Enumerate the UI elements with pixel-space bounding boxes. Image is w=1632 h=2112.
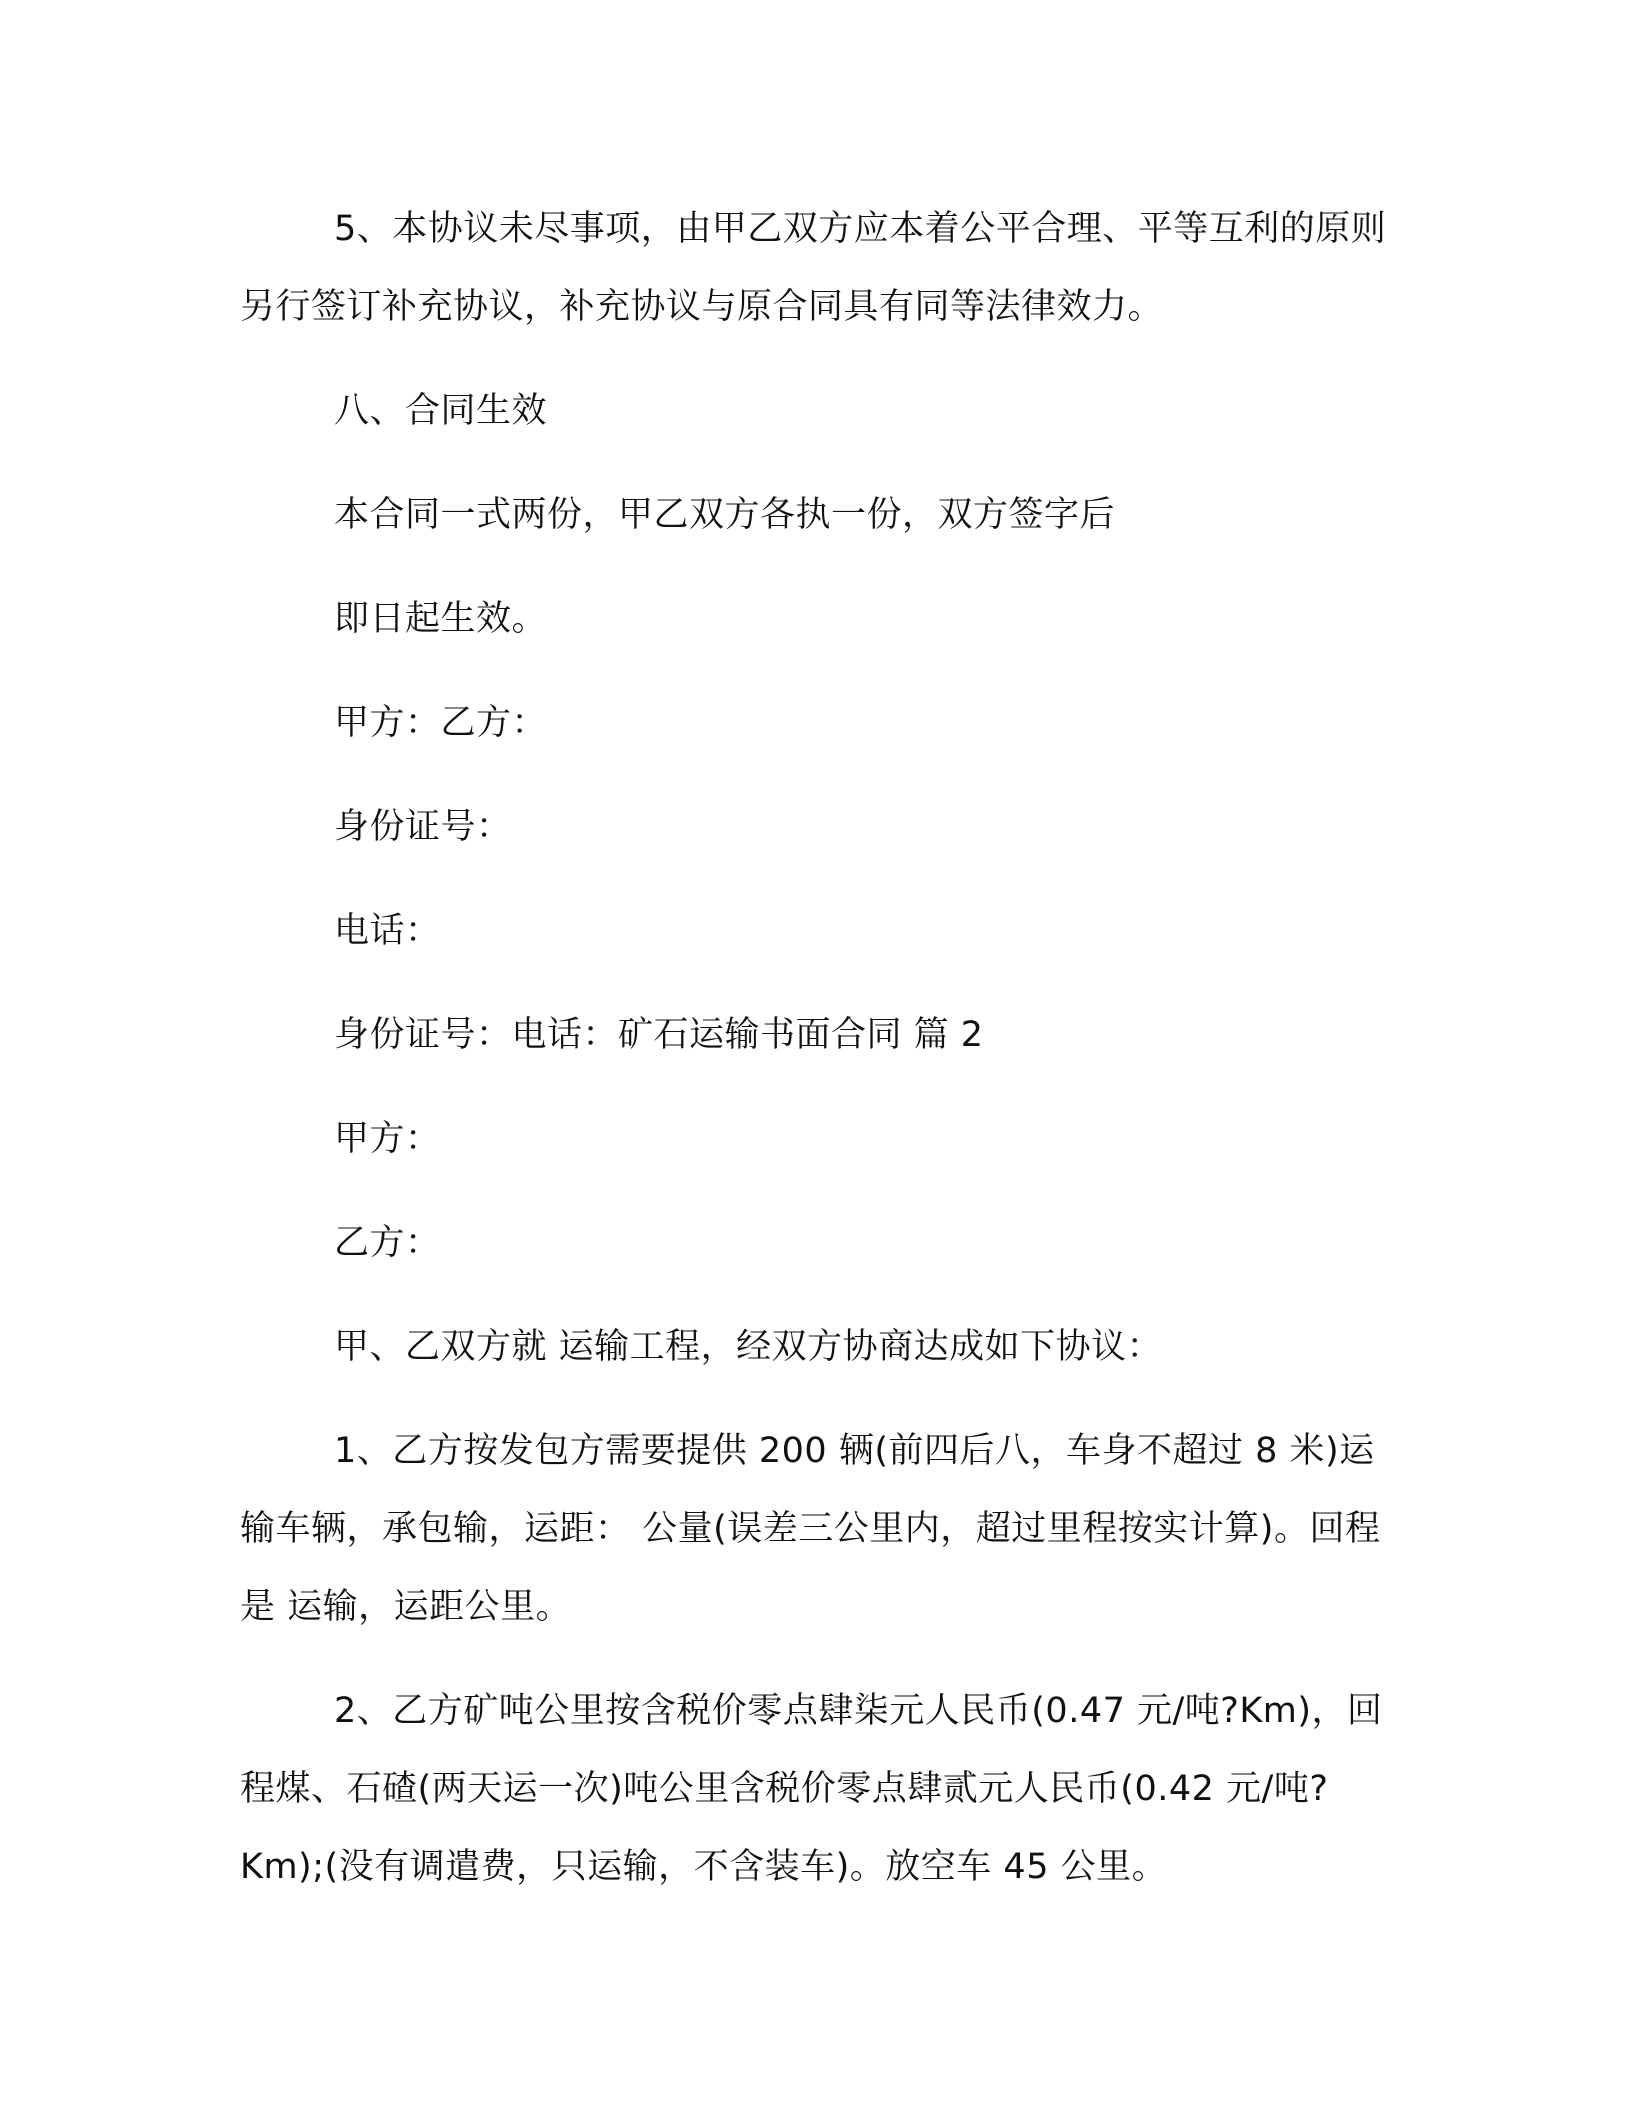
party-b-line: 乙方： — [334, 1223, 441, 1263]
id-number-line: 身份证号： — [334, 807, 512, 847]
section-8-heading: 八、合同生效 — [334, 391, 548, 431]
id-phone-title-line: 身份证号：电话：矿石运输书面合同 篇 2 — [334, 1015, 984, 1055]
clause-5-paragraph: 5、本协议未尽事项，由甲乙双方应本着公平合理、平等互利的原则另行签订补充协议，补充协议与原合同具有同等法律效力。 — [240, 209, 1387, 327]
phone-line: 电话： — [334, 911, 441, 951]
party-a-b-signature-line: 甲方：乙方： — [334, 703, 548, 743]
clause-1-paragraph: 1、乙方按发包方需要提供 200 辆(前四后八，车身不超过 8 米)运输车辆，承包输，运距： 公量(误差三公里内，超过里程按实计算)。回程是 运输，运距公里。 — [240, 1431, 1381, 1627]
party-a-line: 甲方： — [334, 1119, 441, 1159]
clause-2-paragraph: 2、乙方矿吨公里按含税价零点肆柒元人民币(0.47 元/吨?Km)，回程煤、石碴(两天运一次)吨公里含税价零点肆贰元人民币(0.42 元/吨?Km);(没有调遣费，只运输，不含装车)。放空车 45 公里。 — [240, 1691, 1383, 1887]
agreement-intro-line: 甲、乙双方就 运输工程，经双方协商达成如下协议： — [334, 1327, 1163, 1367]
document-body — [240, 190, 1390, 1906]
effect-line-1: 本合同一式两份，甲乙双方各执一份，双方签字后 — [334, 495, 1116, 535]
effect-line-2: 即日起生效。 — [334, 599, 548, 639]
